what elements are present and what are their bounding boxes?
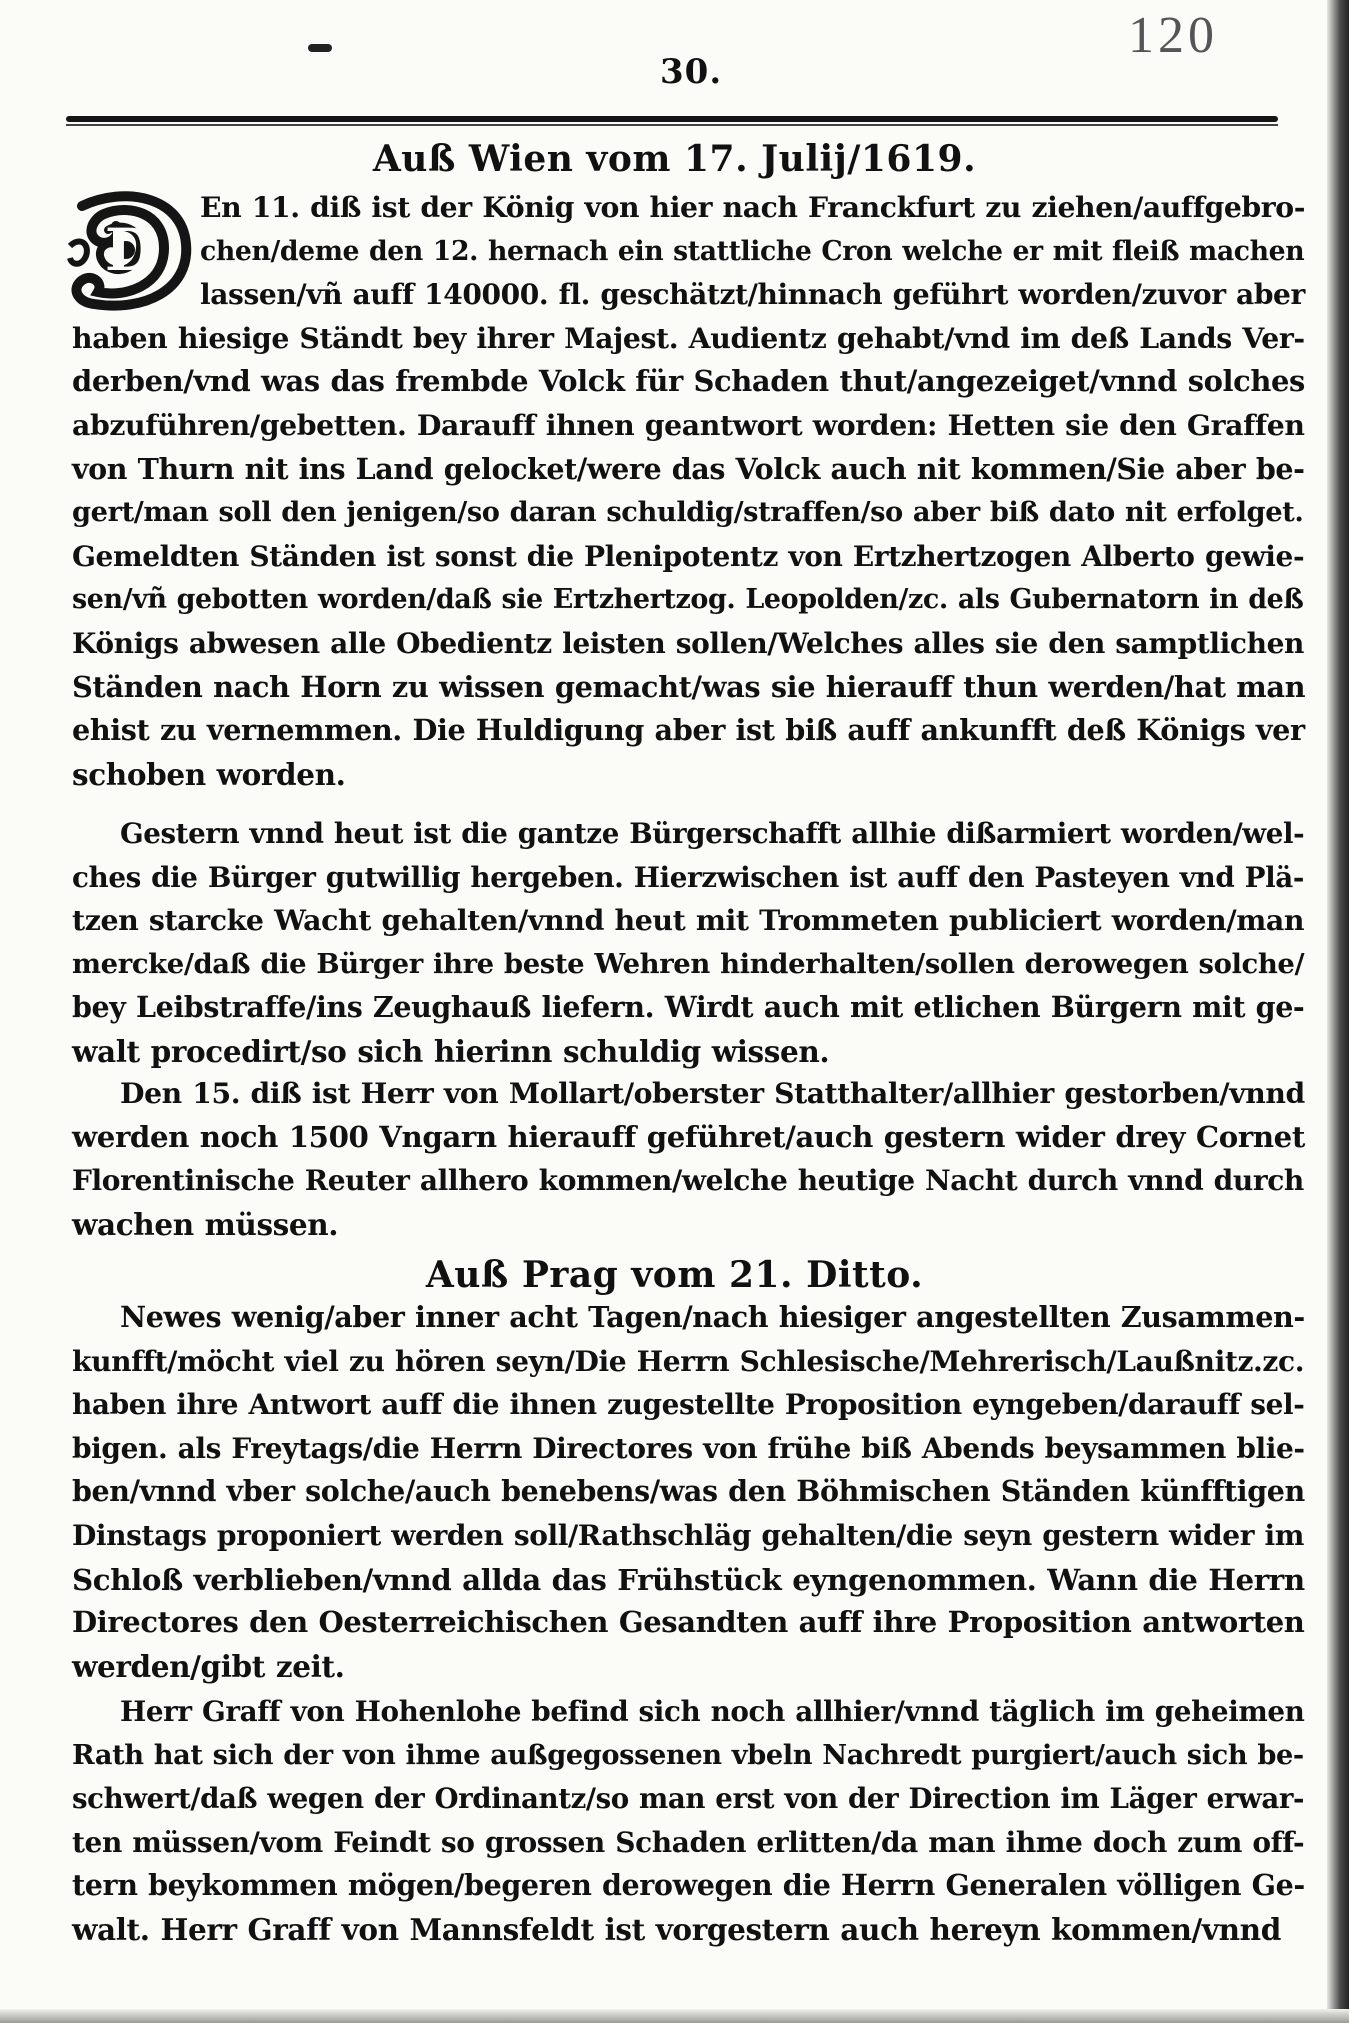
section-heading-prag: Auß Prag vom 21. Ditto. (425, 1254, 924, 1296)
text-line: ches die Bürger gutwillig hergeben. Hierzwischen ist auff den Pasteyen vnd Plä- (72, 860, 1304, 894)
text-line: Königs abwesen alle Obedientz leisten sollen/Welches alles sie den samptlichen (72, 626, 1304, 660)
text-line: Gestern vnnd heut ist die gantze Bürgerschafft allhie dißarmiert worden/wel- (120, 817, 1305, 850)
text-line: derben/vnd was das frembde Volck für Schaden thut/angezeiget/vnnd solches (72, 364, 1305, 399)
scan-edge-shadow (1327, 0, 1349, 2023)
text-line: haben hiesige Ständt bey ihrer Majest. Audientz gehabt/vnd im deß Lands Ver- (72, 320, 1305, 355)
text-line: Directores den Oesterreichischen Gesandten auff ihre Proposition antworten (72, 1605, 1305, 1640)
text-line: En 11. diß ist der König von hier nach Franckfurt zu ziehen/auffgebro- (200, 190, 1306, 224)
text-line: von Thurn nit ins Land gelocket/were das Volck auch nit kommen/Sie aber be- (72, 451, 1305, 486)
text-line: Schloß verblieben/vnnd allda das Frühstück eyngenommen. Wann die Herrn (72, 1561, 1305, 1597)
text-line: kunfft/möcht viel zu hören seyn/Die Herrn Schlesische/Mehrerisch/Laußnitz.zc. (72, 1344, 1305, 1378)
svg-text:D: D (104, 216, 156, 284)
text-line: schoben worden. (72, 756, 346, 792)
text-line: wachen müssen. (72, 1206, 339, 1242)
text-line: haben ihre Antwort auff die ihnen zugestellte Proposition eyngeben/darauff sel- (72, 1388, 1305, 1422)
text-line: werden/gibt zeit. (72, 1648, 345, 1684)
paragraph-wien-3 (72, 1072, 1312, 1246)
paragraph-wien-2 (72, 812, 1312, 1074)
paragraph-prag-2 (72, 1690, 1312, 1952)
text-line: werden noch 1500 Vngarn hierauff geführet/auch gestern wider drey Cornet (72, 1119, 1305, 1154)
text-line: abzuführen/gebetten. Darauff ihnen geantwort worden: Hetten sie den Graffen (72, 407, 1305, 442)
text-line: Florentinische Reuter allhero kommen/welche heutige Nacht durch vnnd durch (72, 1164, 1304, 1198)
text-line: walt. Herr Graff von Mannsfeldt ist vorgestern auch hereyn kommen/vnnd (72, 1911, 1281, 1947)
text-line: bigen. als Freytags/die Herrn Directores von frühe biß Abends beysammen blie- (72, 1431, 1305, 1465)
text-line: gert/man soll den jenigen/so daran schuldig/straffen/so aber biß dato nit erfolget. (72, 496, 1304, 529)
text-line: ehist zu vernemmen. Die Huldigung aber ist biß auff ankunfft deß Königs ver (72, 713, 1305, 748)
section-heading-wien: Auß Wien vom 17. Julij/1619. (372, 138, 977, 180)
text-line: mercke/daß die Bürger ihre beste Wehren hinderhalten/sollen derowegen solche/ (72, 947, 1305, 980)
text-line: schwert/daß wegen der Ordinantz/so man erst von der Direction im Läger erwar- (72, 1782, 1305, 1816)
paragraph-prag-1 (72, 1296, 1312, 1688)
text-line: Ständen nach Horn zu wissen gemacht/was sie hierauff thun werden/hat man (72, 669, 1306, 704)
text-line: Den 15. diß ist Herr von Mollart/oberster Statthalter/allhier gestorben/vnnd (120, 1076, 1305, 1110)
page-number: 30. (660, 52, 723, 92)
text-line: lassen/vñ auff 140000. fl. geschätzt/hinnach geführt worden/zuvor aber (200, 278, 1305, 312)
text-line: tern beykommen mögen/begeren derowegen die Herrn Generalen völligen Ge- (72, 1868, 1305, 1903)
header-rule-thin (66, 124, 1278, 126)
text-line: tzen starcke Wacht gehalten/vnnd heut mit Trommeten publiciert worden/man (72, 903, 1305, 938)
text-line: ben/vnnd vber solche/auch benebens/was den Böhmischen Ständen künfftigen (72, 1474, 1305, 1509)
text-line: ten müssen/vom Feindt so grossen Schaden erlitten/da man ihme doch zum off- (72, 1825, 1305, 1859)
text-line: chen/deme den 12. hernach ein stattliche Cron welche er mit fleiß machen (200, 235, 1305, 267)
printer-mark (308, 44, 332, 52)
text-line: Herr Graff von Hohenlohe befind sich noch allhier/vnnd täglich im geheimen (120, 1695, 1305, 1728)
scan-bottom-shadow (0, 2009, 1349, 2023)
archive-number: 120 (1128, 7, 1218, 64)
text-line: walt procedirt/so sich hierinn schuldig wissen. (72, 1033, 830, 1069)
text-line: Newes wenig/aber inner acht Tagen/nach hiesiger angestellten Zusammen- (120, 1300, 1305, 1334)
header-rule (66, 116, 1278, 122)
text-line: Dinstags proponiert werden soll/Rathschläg gehalten/die seyn gestern wider im (72, 1518, 1304, 1552)
text-line: Gemeldten Ständen ist sonst die Plenipotentz von Ertzhertzogen Alberto gewie- (72, 539, 1305, 573)
text-line: Rath hat sich der von ihme außgegossenen vbeln Nachredt purgiert/auch sich be- (72, 1738, 1304, 1771)
paragraph-wien-1 (72, 186, 1312, 796)
text-line: bey Leibstraffe/ins Zeughauß liefern. Wirdt auch mit etlichen Bürgern mit ge- (72, 990, 1305, 1025)
text-line: sen/vñ gebotten worden/daß sie Ertzhertzog. Leopolden/zc. als Gubernatorn in deß (72, 584, 1304, 616)
